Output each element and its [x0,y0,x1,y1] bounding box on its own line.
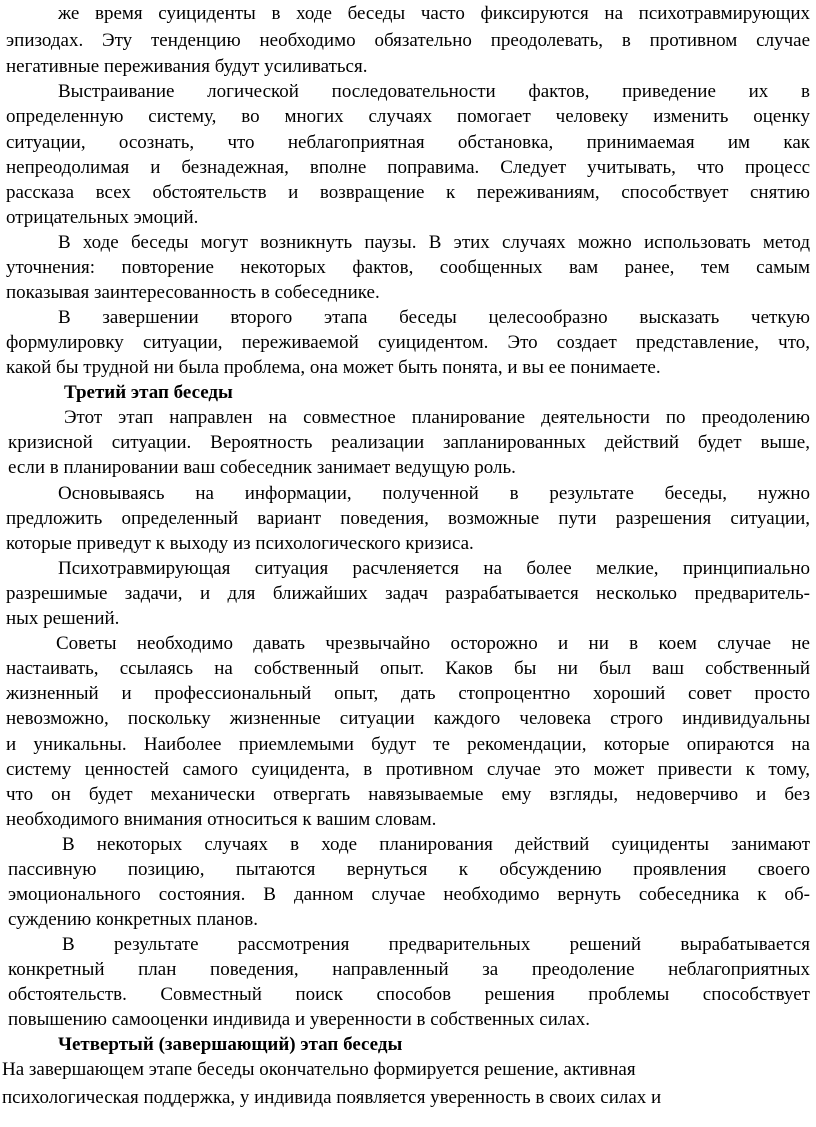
paragraph-line: обстоятельств. Совместный поиск способов решения проблемы способствует [8,984,810,1005]
paragraph-line: определенную систему, во многих случаях помогает человеку изменить оценку [6,106,810,127]
paragraph-line: Советы необходимо давать чрезвычайно осторожно и ни в коем случае не [56,633,810,654]
paragraph-line: предложить определенный вариант поведения, возможные пути разрешения ситуации, [6,508,810,529]
paragraph-line: Основываясь на информации, полученной в результате беседы, нужно [58,483,810,504]
paragraph-line: же время суициденты в ходе беседы часто фиксируются на психотравмирующих [58,3,810,24]
paragraph-line: пассивную позицию, пытаются вернуться к обсуждению проявления своего [8,859,810,880]
paragraph-line: ситуации, осознать, что неблагоприятная обстановка, принимаемая им как [6,132,810,153]
paragraph-line: уточнения: повторение некоторых фактов, сообщенных вам ранее, тем самым [6,257,810,278]
paragraph-line: настаивать, ссылаясь на собственный опыт. Каков бы ни был ваш собственный [6,658,810,679]
section-heading: Третий этап беседы [64,382,233,403]
paragraph-line: какой бы трудной ни была проблема, она может быть понята, и вы ее понимаете. [6,357,661,378]
paragraph-line: повышению самооценки индивида и уверенности в собственных силах. [8,1009,591,1030]
paragraph-line: Психотравмирующая ситуация расчленяется на более мелкие, принципиально [58,558,810,579]
paragraph-line: ных решений. [6,608,120,629]
paragraph-line: и уникальны. Наиболее приемлемыми будут те рекомендации, которые опираются на [6,734,810,755]
paragraph-line: рассказа всех обстоятельств и возвращение к переживаниям, способствует снятию [6,182,810,203]
paragraph-line: жизненный и профессиональный опыт, дать стопроцентно хороший совет просто [6,683,810,704]
paragraph-line: эмоционального состояния. В данном случае необходимо вернуть собеседника к об- [8,884,810,905]
paragraph-line: негативные переживания будут усиливаться. [6,56,368,77]
paragraph-line: систему ценностей самого суицидента, в противном случае это может привести к тому, [6,759,810,780]
paragraph-line: В завершении второго этапа беседы целесообразно высказать четкую [58,307,810,328]
paragraph-line: Этот этап направлен на совместное планирование деятельности по преодолению [64,407,810,428]
paragraph-line: В некоторых случаях в ходе планирования действий суициденты занимают [62,834,810,855]
paragraph-line: На завершающем этапе беседы окончательно формируется решение, активная [2,1059,636,1080]
paragraph-line: формулировку ситуации, переживаемой суицидентом. Это создает представление, что, [6,332,810,353]
paragraph-line: которые приведут к выходу из психологического кризиса. [6,533,474,554]
paragraph-line: конкретный план поведения, направленный за преодоление неблагоприятных [8,959,810,980]
paragraph-line: эпизодах. Эту тенденцию необходимо обязательно преодолевать, в противном случае [6,30,810,51]
paragraph-line: невозможно, поскольку жизненные ситуации каждого человека строго индивидуальны [6,708,810,729]
paragraph-line: психологическая поддержка, у индивида появляется уверенность в своих силах и [2,1087,662,1108]
paragraph-line: непреодолимая и безнадежная, вполне поправима. Следует учитывать, что процесс [6,157,810,178]
paragraph-line: Выстраивание логической последовательности фактов, приведение их в [58,81,810,102]
paragraph-line: показывая заинтересованность в собеседнике. [6,282,380,303]
paragraph-line: что он будет механически отвергать навязываемые ему взгляды, недоверчиво и без [6,784,810,805]
paragraph-line: если в планировании ваш собеседник занимает ведущую роль. [8,457,516,478]
paragraph-line: необходимого внимания относиться к вашим словам. [6,809,437,830]
paragraph-line: В результате рассмотрения предварительных решений вырабатывается [62,934,810,955]
paragraph-line: разрешимые задачи, и для ближайших задач разрабатывается несколько предваритель- [6,583,810,604]
section-heading: Четвертый (завершающий) этап беседы [58,1034,403,1055]
paragraph-line: кризисной ситуации. Вероятность реализации запланированных действий будет выше, [8,432,810,453]
paragraph-line: В ходе беседы могут возникнуть паузы. В этих случаях можно использовать метод [58,232,810,253]
paragraph-line: суждению конкретных планов. [8,909,258,930]
paragraph-line: отрицательных эмоций. [6,207,199,228]
